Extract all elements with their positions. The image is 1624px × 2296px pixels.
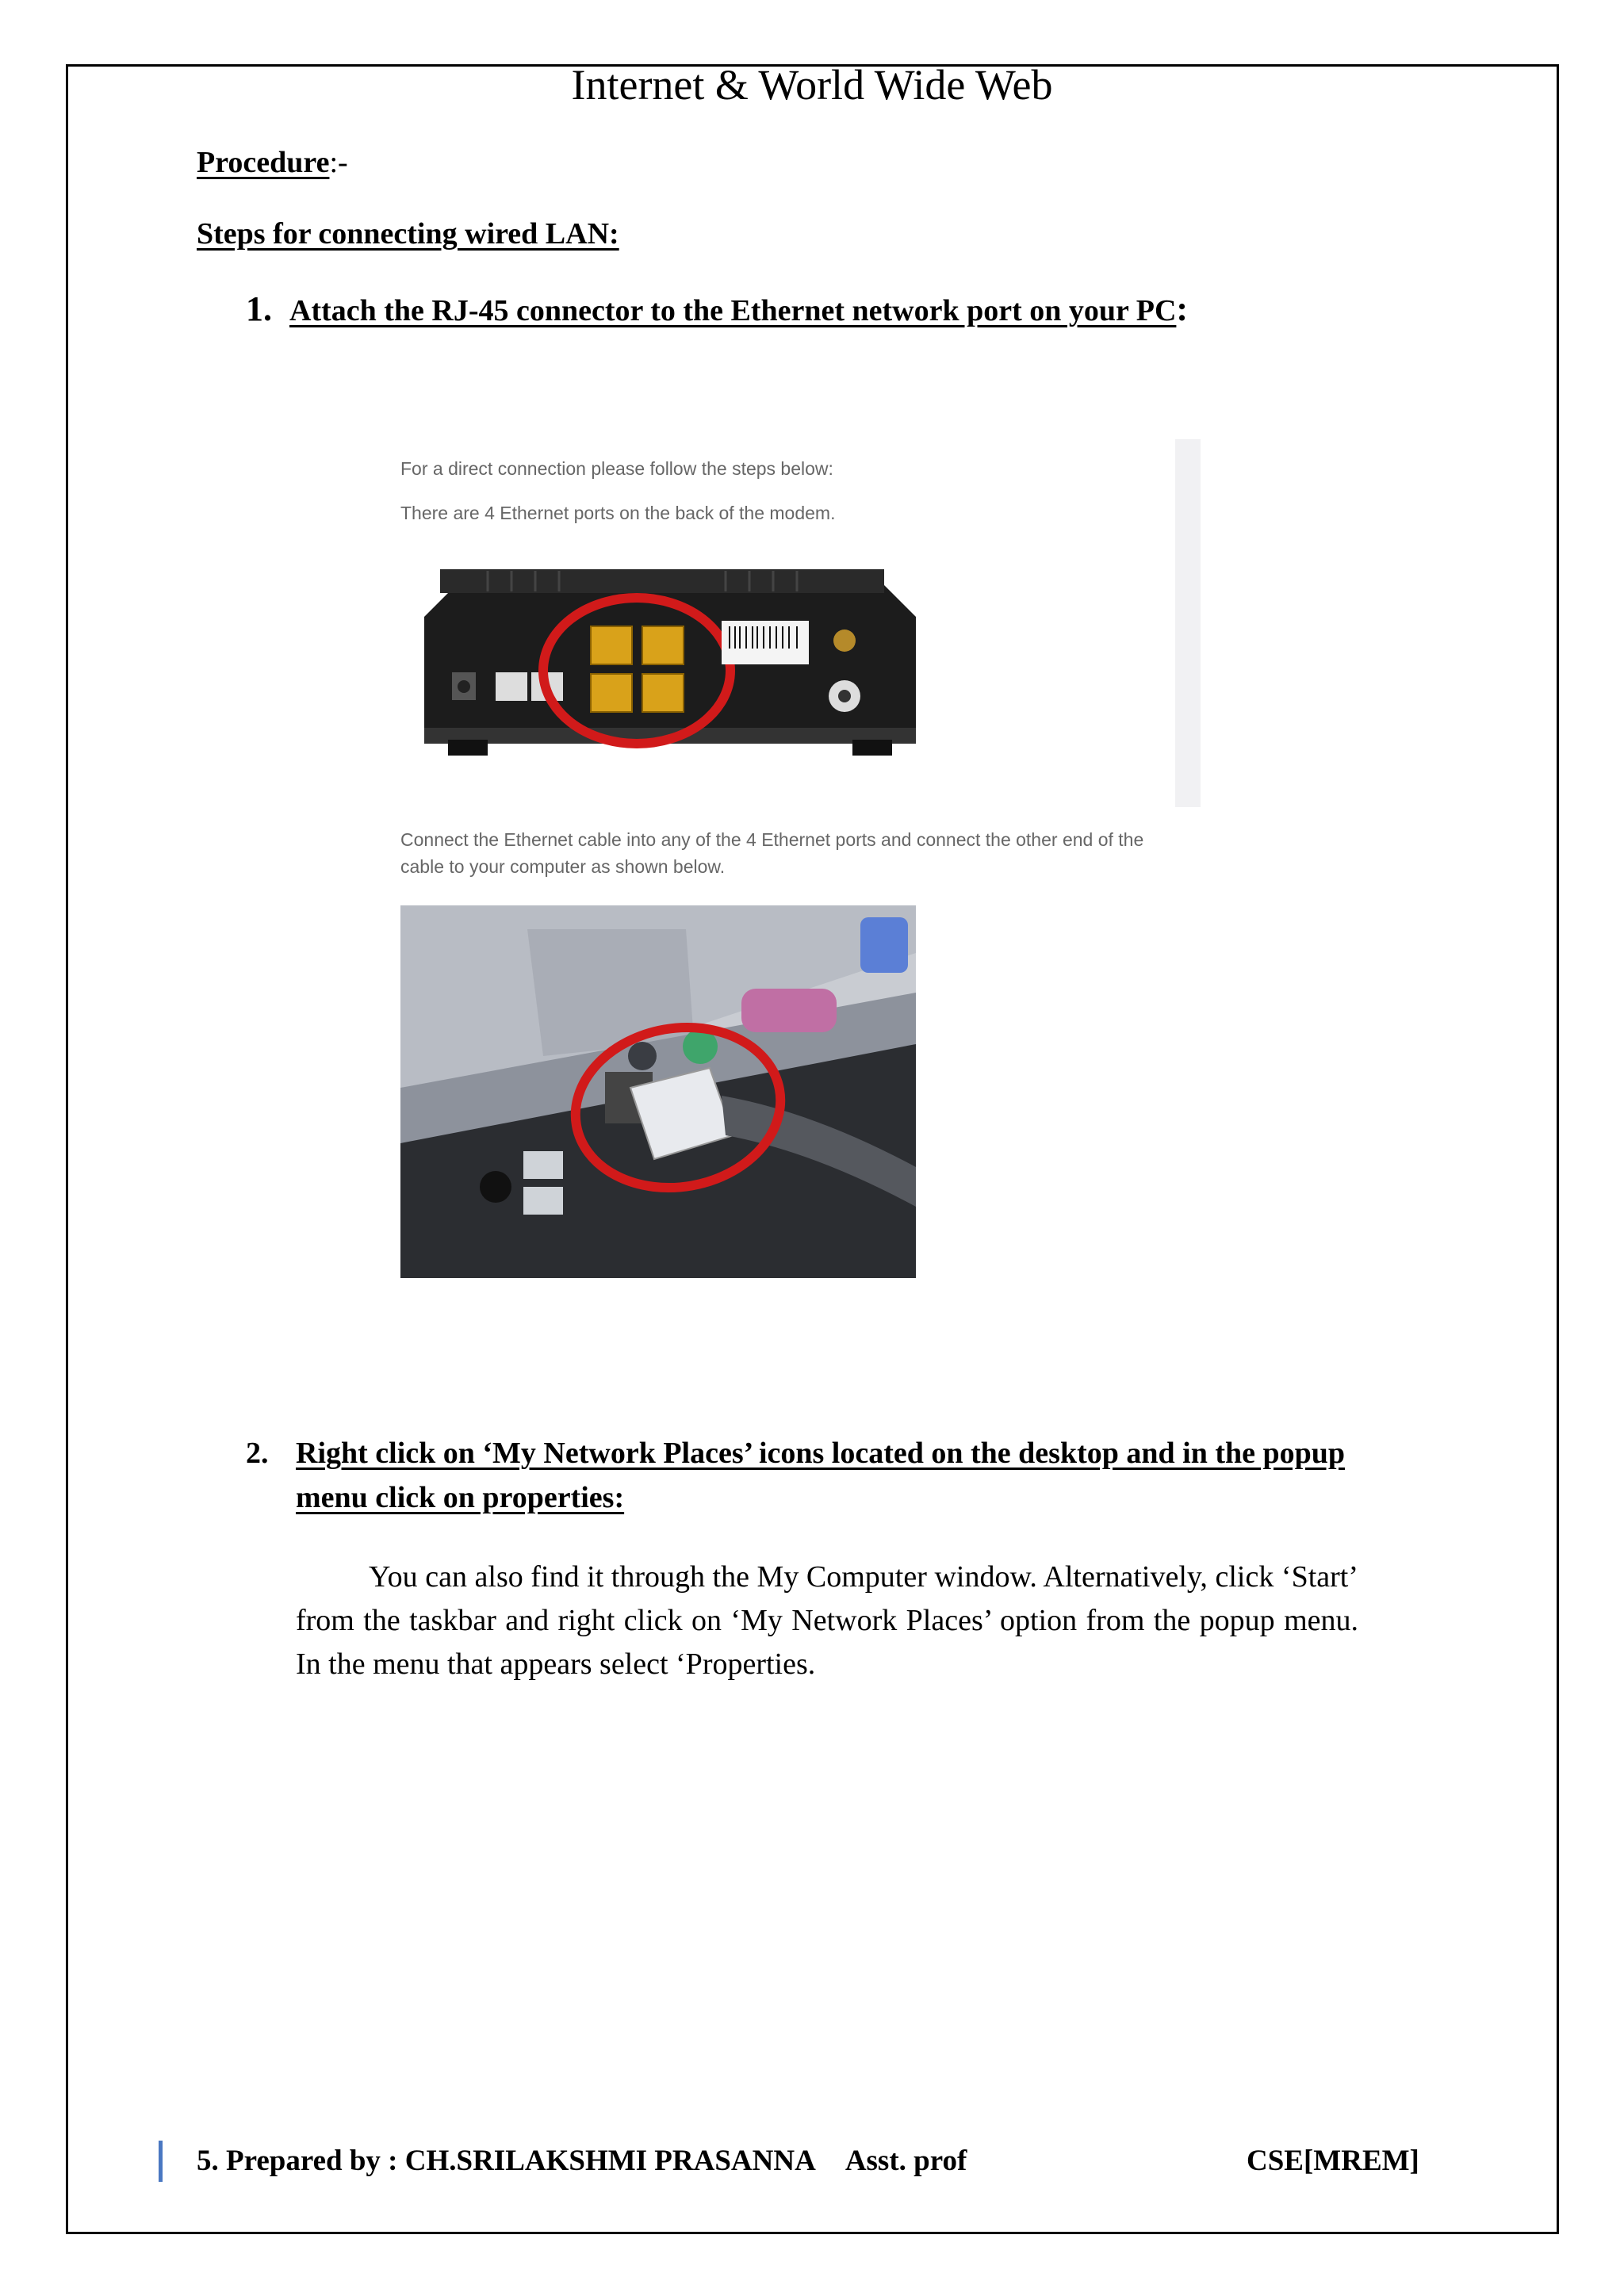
step-1: [246, 285, 1188, 335]
step-1-colon: :: [1176, 289, 1189, 328]
footer-prepared-by: Prepared by : CH.SRILAKSHMI PRASANNA: [226, 2145, 816, 2177]
step-1-text: Attach the RJ-45 connector to the Ethernet network port on your PC: [289, 294, 1177, 327]
step-1-number: 1.: [246, 289, 272, 328]
procedure-heading: [197, 143, 348, 182]
step-2-paragraph: [296, 1556, 1358, 1686]
step-2-number: 2.: [246, 1437, 269, 1470]
page-header-title: Internet & World Wide Web: [571, 61, 1053, 109]
footer-accent-bar: [159, 2141, 163, 2182]
ethernet-figure: [400, 434, 1201, 1283]
figure-caption-3: Connect the Ethernet cable into any of the 4 Ethernet ports and connect the other end of the: [400, 829, 1144, 850]
procedure-label: Procedure: [197, 146, 330, 179]
steps-heading: Steps for connecting wired LAN:: [197, 217, 619, 251]
step-2-paragraph-text: You can also find it through the My Computer window. Alternatively, click ‘Start’ from the taskbar and right click on ‘My Network Places’ option from the popup menu. In the menu that appears select ‘Properties.: [296, 1560, 1358, 1681]
procedure-suffix: :-: [329, 146, 348, 179]
footer-page-number: 5.: [197, 2145, 219, 2177]
footer: [197, 2141, 967, 2182]
figure-caption-1: For a direct connection please follow the steps below:: [400, 458, 833, 479]
footer-department: CSE[MREM]: [1247, 2145, 1419, 2177]
figure-caption-4: cable to your computer as shown below.: [400, 856, 726, 877]
footer-role: Asst. prof: [845, 2145, 967, 2177]
step-2-text: Right click on ‘My Network Places’ icons located on the desktop and in the popup menu click on properties:: [296, 1437, 1346, 1514]
figure-caption-2: There are 4 Ethernet ports on the back of the modem.: [400, 503, 836, 523]
modem-photo: [408, 561, 932, 783]
laptop-photo: [400, 905, 916, 1278]
